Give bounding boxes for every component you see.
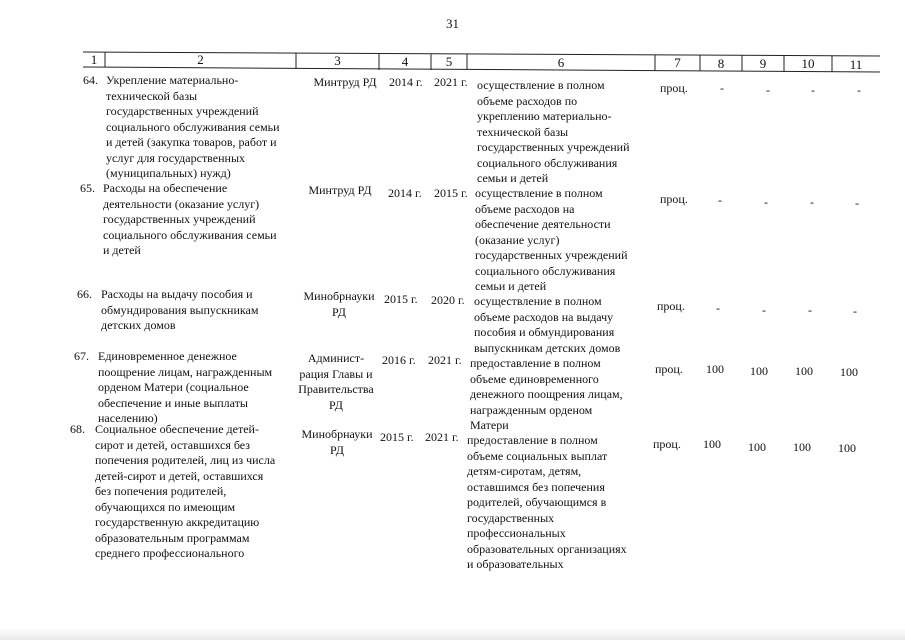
row-end-year: 2020 г. <box>431 293 465 307</box>
row-start-year: 2016 г. <box>382 353 416 367</box>
row-value-8: - <box>720 81 724 95</box>
header-col-4: 4 <box>401 54 409 69</box>
row-number: 65. <box>80 181 95 195</box>
row-end-year: 2021 г. <box>425 430 459 444</box>
row-value-8: - <box>718 193 722 207</box>
row-executor: Минтруд РД <box>308 183 372 197</box>
header-col-11: 11 <box>849 57 863 72</box>
row-value-8: 100 <box>706 362 724 376</box>
header-col-2: 2 <box>197 52 204 67</box>
header-col-9: 9 <box>759 56 767 71</box>
row-unit: проц. <box>657 299 685 313</box>
row-start-year: 2014 г. <box>388 186 422 200</box>
header-col-7: 7 <box>674 55 681 70</box>
row-result: предоставление в полном объеме единовременного денежного поощрения лицам, награжденным орденом Матери <box>470 356 623 432</box>
row-end-year: 2021 г. <box>434 75 468 89</box>
row-result: осуществление в полном объеме расходов по укреплению материально- технической базы государственных учреждений социального обслуживания семьи и детей <box>477 78 630 185</box>
row-number: 64. <box>83 73 98 87</box>
row-start-year: 2015 г. <box>384 292 418 306</box>
header-col-1: 1 <box>90 52 98 67</box>
row-name: Расходы на выдачу пособия и обмундирования выпускникам детских домов <box>101 287 259 332</box>
row-executor: Админист- рация Главы и Правительства РД <box>298 351 374 412</box>
row-name: Единовременное денежное поощрение лицам, награжденным орденом Матери (социальное обеспечение и иные выплаты населению) <box>98 349 273 425</box>
page-number: 31 <box>446 16 459 31</box>
row-value-11: - <box>857 83 861 97</box>
row-value-11: 100 <box>840 365 858 379</box>
row-unit: проц. <box>660 81 688 95</box>
row-value-9: - <box>764 195 768 209</box>
row-value-10: - <box>811 83 815 97</box>
row-unit: проц. <box>653 437 681 451</box>
row-result: осуществление в полном объеме расходов на выдачу пособия и обмундирования выпускникам детских домов <box>474 294 621 355</box>
row-value-8: 100 <box>703 437 721 451</box>
row-number: 67. <box>74 349 89 363</box>
header-col-8: 8 <box>717 56 725 71</box>
row-result: предоставление в полном объеме социальных выплат детям-сиротам, детям, оставшимся без попечения родителей, обучающимся в государственных профессиональных образовательных организациях и образовательных <box>467 433 627 571</box>
header-col-5: 5 <box>445 54 453 69</box>
row-value-9: - <box>766 83 770 97</box>
scan-shadow <box>0 628 905 640</box>
row-value-8: - <box>716 301 720 315</box>
row-end-year: 2015 г. <box>434 186 468 200</box>
row-value-9: - <box>762 303 766 317</box>
row-end-year: 2021 г. <box>428 353 462 367</box>
row-value-10: 100 <box>795 364 813 378</box>
row-name: Расходы на обеспечение деятельности (оказание услуг) государственных учреждений социального обслуживания семьи и детей <box>103 181 277 257</box>
row-executor: Минобрнауки РД <box>301 427 373 457</box>
row-unit: проц. <box>655 362 683 376</box>
row-value-10: - <box>810 195 814 209</box>
row-value-9: 100 <box>748 440 766 454</box>
row-start-year: 2015 г. <box>380 430 414 444</box>
header-col-10: 10 <box>801 56 815 71</box>
header-col-3: 3 <box>334 53 341 68</box>
row-value-10: - <box>808 303 812 317</box>
header-col-6: 6 <box>557 55 565 70</box>
row-value-9: 100 <box>750 364 768 378</box>
row-value-11: - <box>855 196 859 210</box>
row-name: Социальное обеспечение детей- сирот и детей, оставшихся без попечения родителей, лиц из числа детей-сирот и детей, оставшихся без попечения родителей, обучающихся по имеющим государственную аккредитацию образовательным программам среднего профессионального <box>95 422 276 560</box>
row-start-year: 2014 г. <box>389 75 423 89</box>
row-executor: Минобрнауки РД <box>303 289 375 319</box>
row-value-11: - <box>853 304 857 318</box>
row-result: осуществление в полном объеме расходов на обеспечение деятельности (оказание услуг) государственных учреждений социального обслуживания семьи и детей <box>475 186 628 293</box>
row-value-10: 100 <box>793 440 811 454</box>
row-number: 68. <box>70 422 85 436</box>
row-value-11: 100 <box>838 441 856 455</box>
row-executor: Минтруд РД <box>313 75 377 89</box>
row-number: 66. <box>77 287 92 301</box>
row-name: Укрепление материально- технической базы государственных учреждений социального обслуживания семьи и детей (закупка товаров, работ и услуг для государственных (муниципальных) нужд) <box>106 73 280 180</box>
row-unit: проц. <box>660 192 688 206</box>
